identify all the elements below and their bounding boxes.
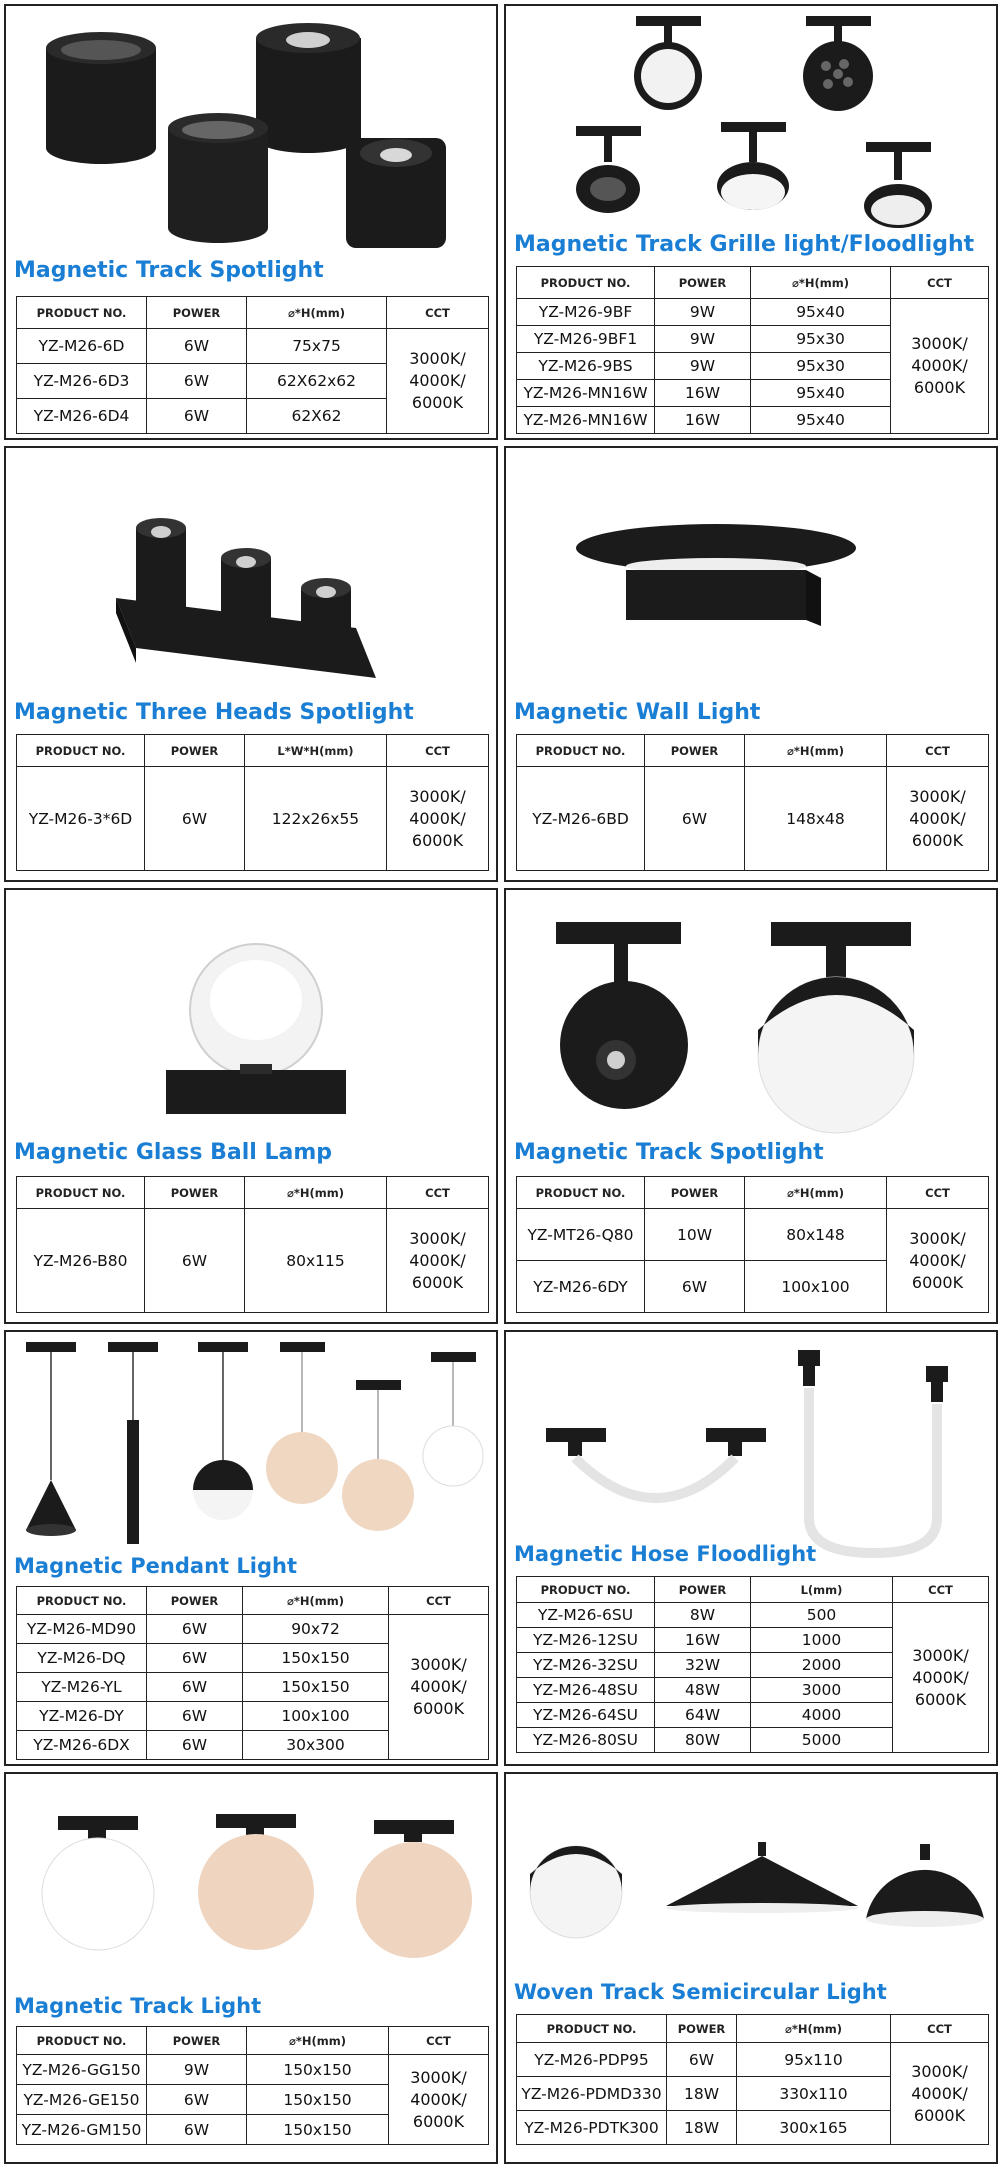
product-image-three-heads bbox=[76, 488, 396, 688]
head-3 bbox=[301, 578, 351, 658]
table-cell: 9W bbox=[655, 326, 751, 353]
header-cct: CCT bbox=[891, 2015, 989, 2043]
table-cell: YZ-M26-6D4 bbox=[17, 399, 147, 434]
table-cell: 9W bbox=[147, 2055, 247, 2085]
header-product-no: PRODUCT NO. bbox=[517, 267, 655, 299]
table-cell: YZ-M26-6DX bbox=[17, 1731, 147, 1760]
header-cct: CCT bbox=[387, 735, 489, 767]
table-cell: 16W bbox=[655, 407, 751, 434]
header-cct: CCT bbox=[389, 2027, 489, 2055]
table-cell: YZ-M26-DY bbox=[17, 1702, 147, 1731]
product-panel-track-spotlight bbox=[4, 4, 498, 440]
table-cell: YZ-M26-PDMD330 bbox=[517, 2077, 667, 2111]
cct-cell: 3000K/ 4000K/ 6000K bbox=[387, 767, 489, 871]
table-cell: 8W bbox=[655, 1603, 751, 1628]
product-panel-hose-floodlight bbox=[504, 1330, 998, 1766]
table-cell: YZ-M26-YL bbox=[17, 1673, 147, 1702]
table-cell: 9W bbox=[655, 299, 751, 326]
table-cell: YZ-M26-9BF1 bbox=[517, 326, 655, 353]
square-light-4 bbox=[346, 138, 446, 248]
table-cell: 64W bbox=[655, 1703, 751, 1728]
cct-cell: 3000K/ 4000K/ 6000K bbox=[891, 2043, 989, 2145]
product-image-glass-ball bbox=[146, 940, 366, 1130]
shade-dome bbox=[866, 1844, 984, 1927]
spec-table bbox=[16, 1586, 489, 1760]
table-cell: 62X62x62 bbox=[247, 364, 387, 399]
table-cell: YZ-M26-6SU bbox=[517, 1603, 655, 1628]
cct-cell: 3000K/ 4000K/ 6000K bbox=[387, 329, 489, 434]
product-panel-track-light bbox=[4, 1772, 498, 2164]
header-size: ⌀*H(mm) bbox=[247, 297, 387, 329]
header-size: L(mm) bbox=[751, 1577, 893, 1603]
table-cell: 32W bbox=[655, 1653, 751, 1678]
table-cell: 100x100 bbox=[243, 1702, 389, 1731]
table-cell: 16W bbox=[655, 1628, 751, 1653]
pendant-cone bbox=[26, 1342, 76, 1536]
table-cell: 150x150 bbox=[247, 2055, 389, 2085]
table-cell: YZ-M26-3*6D bbox=[17, 767, 145, 871]
table-cell: 9W bbox=[655, 353, 751, 380]
header-power: POWER bbox=[145, 735, 245, 767]
table-cell: 6W bbox=[147, 329, 247, 364]
header-product-no: PRODUCT NO. bbox=[17, 1177, 145, 1209]
header-power: POWER bbox=[147, 297, 247, 329]
header-power: POWER bbox=[145, 1177, 245, 1209]
globe-moon-1 bbox=[198, 1814, 314, 1950]
table-cell: YZ-M26-9BS bbox=[517, 353, 655, 380]
header-product-no: PRODUCT NO. bbox=[517, 1177, 645, 1209]
header-cct: CCT bbox=[891, 267, 989, 299]
spec-table bbox=[16, 2026, 489, 2145]
table-cell: 300x165 bbox=[737, 2111, 891, 2145]
table-cell: YZ-M26-GM150 bbox=[17, 2115, 147, 2145]
cct-cell: 3000K/ 4000K/ 6000K bbox=[891, 299, 989, 434]
product-panel-grille-floodlight bbox=[504, 4, 998, 440]
table-cell: 95x40 bbox=[751, 407, 891, 434]
table-cell: 150x150 bbox=[243, 1644, 389, 1673]
product-panel-wall-light bbox=[504, 446, 998, 882]
table-cell: 16W bbox=[655, 380, 751, 407]
table-cell: 6W bbox=[147, 1702, 243, 1731]
table-cell: 80x148 bbox=[745, 1209, 887, 1261]
header-power: POWER bbox=[655, 267, 751, 299]
panel-title: Magnetic Track Light bbox=[14, 1994, 262, 2018]
panel-title: Magnetic Glass Ball Lamp bbox=[14, 1140, 333, 1165]
table-cell: YZ-M26-GG150 bbox=[17, 2055, 147, 2085]
table-cell: 95x40 bbox=[751, 380, 891, 407]
spec-table bbox=[16, 296, 489, 434]
table-cell: 6W bbox=[147, 1615, 243, 1644]
table-cell: 10W bbox=[645, 1209, 745, 1261]
table-cell: 95x30 bbox=[751, 353, 891, 380]
hose-light-2 bbox=[798, 1350, 948, 1553]
grille-light-2 bbox=[803, 16, 873, 111]
header-power: POWER bbox=[147, 1587, 243, 1615]
table-cell: 18W bbox=[667, 2077, 737, 2111]
table-cell: 95x40 bbox=[751, 299, 891, 326]
table-cell: 6W bbox=[147, 1731, 243, 1760]
head-1 bbox=[136, 518, 186, 608]
header-cct: CCT bbox=[887, 735, 989, 767]
header-power: POWER bbox=[655, 1577, 751, 1603]
table-cell: 4000 bbox=[751, 1703, 893, 1728]
shade-half-globe bbox=[530, 1846, 622, 1938]
spec-table bbox=[16, 734, 489, 871]
header-size: ⌀*H(mm) bbox=[745, 1177, 887, 1209]
table-cell: 18W bbox=[667, 2111, 737, 2145]
header-power: POWER bbox=[667, 2015, 737, 2043]
table-cell: 6W bbox=[147, 1644, 243, 1673]
cct-cell: 3000K/ 4000K/ 6000K bbox=[387, 1209, 489, 1313]
table-cell: 150x150 bbox=[247, 2085, 389, 2115]
table-cell: 6W bbox=[145, 1209, 245, 1313]
cct-cell: 3000K/ 4000K/ 6000K bbox=[887, 767, 989, 871]
table-cell: 3000 bbox=[751, 1678, 893, 1703]
product-image-hoses bbox=[536, 1348, 966, 1568]
table-cell: 6W bbox=[147, 1673, 243, 1702]
table-cell: 6W bbox=[667, 2043, 737, 2077]
table-cell: 2000 bbox=[751, 1653, 893, 1678]
ball-spot-1 bbox=[556, 922, 688, 1109]
header-product-no: PRODUCT NO. bbox=[517, 1577, 655, 1603]
spec-table bbox=[516, 734, 989, 871]
table-cell: YZ-M26-PDTK300 bbox=[517, 2111, 667, 2145]
cylinder-light-1 bbox=[46, 32, 156, 164]
product-image-ball-spotlights bbox=[546, 920, 966, 1140]
header-product-no: PRODUCT NO. bbox=[517, 735, 645, 767]
globe-white bbox=[42, 1816, 154, 1950]
table-cell: 150x150 bbox=[243, 1673, 389, 1702]
header-product-no: PRODUCT NO. bbox=[17, 297, 147, 329]
cct-cell: 3000K/ 4000K/ 6000K bbox=[887, 1209, 989, 1313]
table-cell: YZ-M26-48SU bbox=[517, 1678, 655, 1703]
product-panel-three-heads bbox=[4, 446, 498, 882]
cct-cell: 3000K/ 4000K/ 6000K bbox=[389, 1615, 489, 1760]
table-cell: YZ-M26-32SU bbox=[517, 1653, 655, 1678]
ball-spot-2 bbox=[758, 922, 914, 1133]
head-2 bbox=[221, 548, 271, 638]
table-cell: 500 bbox=[751, 1603, 893, 1628]
panel-title: Magnetic Three Heads Spotlight bbox=[14, 700, 414, 725]
table-cell: YZ-M26-6D bbox=[17, 329, 147, 364]
table-cell: 6W bbox=[147, 2115, 247, 2145]
table-cell: 6W bbox=[147, 364, 247, 399]
panel-title: Magnetic Track Grille light/Floodlight bbox=[514, 232, 975, 257]
product-image-cylinder-spotlights bbox=[36, 18, 456, 258]
table-cell: 1000 bbox=[751, 1628, 893, 1653]
table-cell: 330x110 bbox=[737, 2077, 891, 2111]
header-power: POWER bbox=[147, 2027, 247, 2055]
header-cct: CCT bbox=[389, 1587, 489, 1615]
spec-table bbox=[516, 1576, 989, 1753]
table-cell: YZ-M26-MD90 bbox=[17, 1615, 147, 1644]
product-panel-woven-semicircular bbox=[504, 1772, 998, 2164]
table-cell: 150x150 bbox=[247, 2115, 389, 2145]
table-cell: 122x26x55 bbox=[245, 767, 387, 871]
floodlight-1 bbox=[634, 16, 702, 110]
panel-title: Magnetic Wall Light bbox=[514, 700, 761, 725]
table-cell: YZ-M26-80SU bbox=[517, 1728, 655, 1753]
table-cell: 90x72 bbox=[243, 1615, 389, 1644]
ring-light-3 bbox=[576, 126, 641, 213]
table-cell: YZ-M26-DQ bbox=[17, 1644, 147, 1673]
header-product-no: PRODUCT NO. bbox=[17, 1587, 147, 1615]
spec-table bbox=[516, 1176, 989, 1313]
table-cell: 95x110 bbox=[737, 2043, 891, 2077]
table-cell: YZ-M26-6D3 bbox=[17, 364, 147, 399]
product-panel-glass-ball bbox=[4, 888, 498, 1324]
table-cell: 62X62 bbox=[247, 399, 387, 434]
header-power: POWER bbox=[645, 1177, 745, 1209]
table-cell: YZ-M26-6DY bbox=[517, 1261, 645, 1313]
table-cell: 95x30 bbox=[751, 326, 891, 353]
table-cell: 6W bbox=[645, 1261, 745, 1313]
header-size: ⌀*H(mm) bbox=[243, 1587, 389, 1615]
header-power: POWER bbox=[645, 735, 745, 767]
header-product-no: PRODUCT NO. bbox=[517, 2015, 667, 2043]
floodlight-4 bbox=[717, 122, 789, 210]
pendant-white-ball bbox=[423, 1352, 483, 1486]
panel-title: Magnetic Pendant Light bbox=[14, 1554, 297, 1578]
table-cell: YZ-MT26-Q80 bbox=[517, 1209, 645, 1261]
header-cct: CCT bbox=[387, 1177, 489, 1209]
header-cct: CCT bbox=[887, 1177, 989, 1209]
hose-light-1 bbox=[546, 1428, 766, 1498]
table-cell: 6W bbox=[147, 399, 247, 434]
table-cell: YZ-M26-MN16W bbox=[517, 380, 655, 407]
table-cell: YZ-M26-64SU bbox=[517, 1703, 655, 1728]
pendant-moon-2 bbox=[342, 1380, 414, 1531]
table-cell: 48W bbox=[655, 1678, 751, 1703]
table-cell: 80x115 bbox=[245, 1209, 387, 1313]
product-image-shades bbox=[526, 1824, 986, 1944]
table-cell: 75x75 bbox=[247, 329, 387, 364]
spec-table bbox=[516, 2014, 989, 2145]
table-cell: YZ-M26-6BD bbox=[517, 767, 645, 871]
panel-title: Magnetic Track Spotlight bbox=[14, 258, 324, 283]
panel-title: Magnetic Track Spotlight bbox=[514, 1140, 824, 1165]
shade-cone bbox=[666, 1842, 858, 1913]
product-image-globe-lights bbox=[36, 1814, 476, 1974]
table-cell: YZ-M26-12SU bbox=[517, 1628, 655, 1653]
header-size: L*W*H(mm) bbox=[245, 735, 387, 767]
panel-title: Magnetic Hose Floodlight bbox=[514, 1542, 817, 1566]
header-size: ⌀*H(mm) bbox=[751, 267, 891, 299]
header-product-no: PRODUCT NO. bbox=[17, 735, 145, 767]
cylinder-light-3 bbox=[168, 113, 268, 243]
table-cell: 6W bbox=[147, 2085, 247, 2115]
header-cct: CCT bbox=[893, 1577, 989, 1603]
product-panel-pendant-light bbox=[4, 1330, 498, 1766]
table-cell: 80W bbox=[655, 1728, 751, 1753]
table-cell: YZ-M26-PDP95 bbox=[517, 2043, 667, 2077]
header-size: ⌀*H(mm) bbox=[247, 2027, 389, 2055]
table-cell: YZ-M26-B80 bbox=[17, 1209, 145, 1313]
product-panel-track-spotlight-ball bbox=[504, 888, 998, 1324]
table-cell: 100x100 bbox=[745, 1261, 887, 1313]
header-size: ⌀*H(mm) bbox=[745, 735, 887, 767]
product-image-wall-light bbox=[566, 518, 866, 648]
floodlight-5 bbox=[864, 142, 932, 228]
cylinder-light-2 bbox=[256, 23, 361, 153]
spec-table bbox=[16, 1176, 489, 1313]
pendant-tube bbox=[108, 1342, 158, 1544]
cct-cell: 3000K/ 4000K/ 6000K bbox=[893, 1603, 989, 1753]
globe-moon-2 bbox=[356, 1820, 472, 1958]
table-cell: YZ-M26-9BF bbox=[517, 299, 655, 326]
table-cell: 30x300 bbox=[243, 1731, 389, 1760]
pendant-moon-1 bbox=[266, 1342, 338, 1504]
table-cell: 148x48 bbox=[745, 767, 887, 871]
table-cell: 6W bbox=[645, 767, 745, 871]
table-cell: 5000 bbox=[751, 1728, 893, 1753]
header-size: ⌀*H(mm) bbox=[737, 2015, 891, 2043]
header-size: ⌀*H(mm) bbox=[245, 1177, 387, 1209]
table-cell: YZ-M26-GE150 bbox=[17, 2085, 147, 2115]
product-image-grille-lights bbox=[556, 14, 956, 234]
cct-cell: 3000K/ 4000K/ 6000K bbox=[389, 2055, 489, 2145]
table-cell: 6W bbox=[145, 767, 245, 871]
table-cell: YZ-M26-MN16W bbox=[517, 407, 655, 434]
header-cct: CCT bbox=[387, 297, 489, 329]
panel-title: Woven Track Semicircular Light bbox=[514, 1980, 887, 2004]
pendant-half-ball bbox=[193, 1342, 253, 1520]
header-product-no: PRODUCT NO. bbox=[17, 2027, 147, 2055]
product-image-pendants bbox=[16, 1340, 486, 1550]
spec-table bbox=[516, 266, 989, 434]
